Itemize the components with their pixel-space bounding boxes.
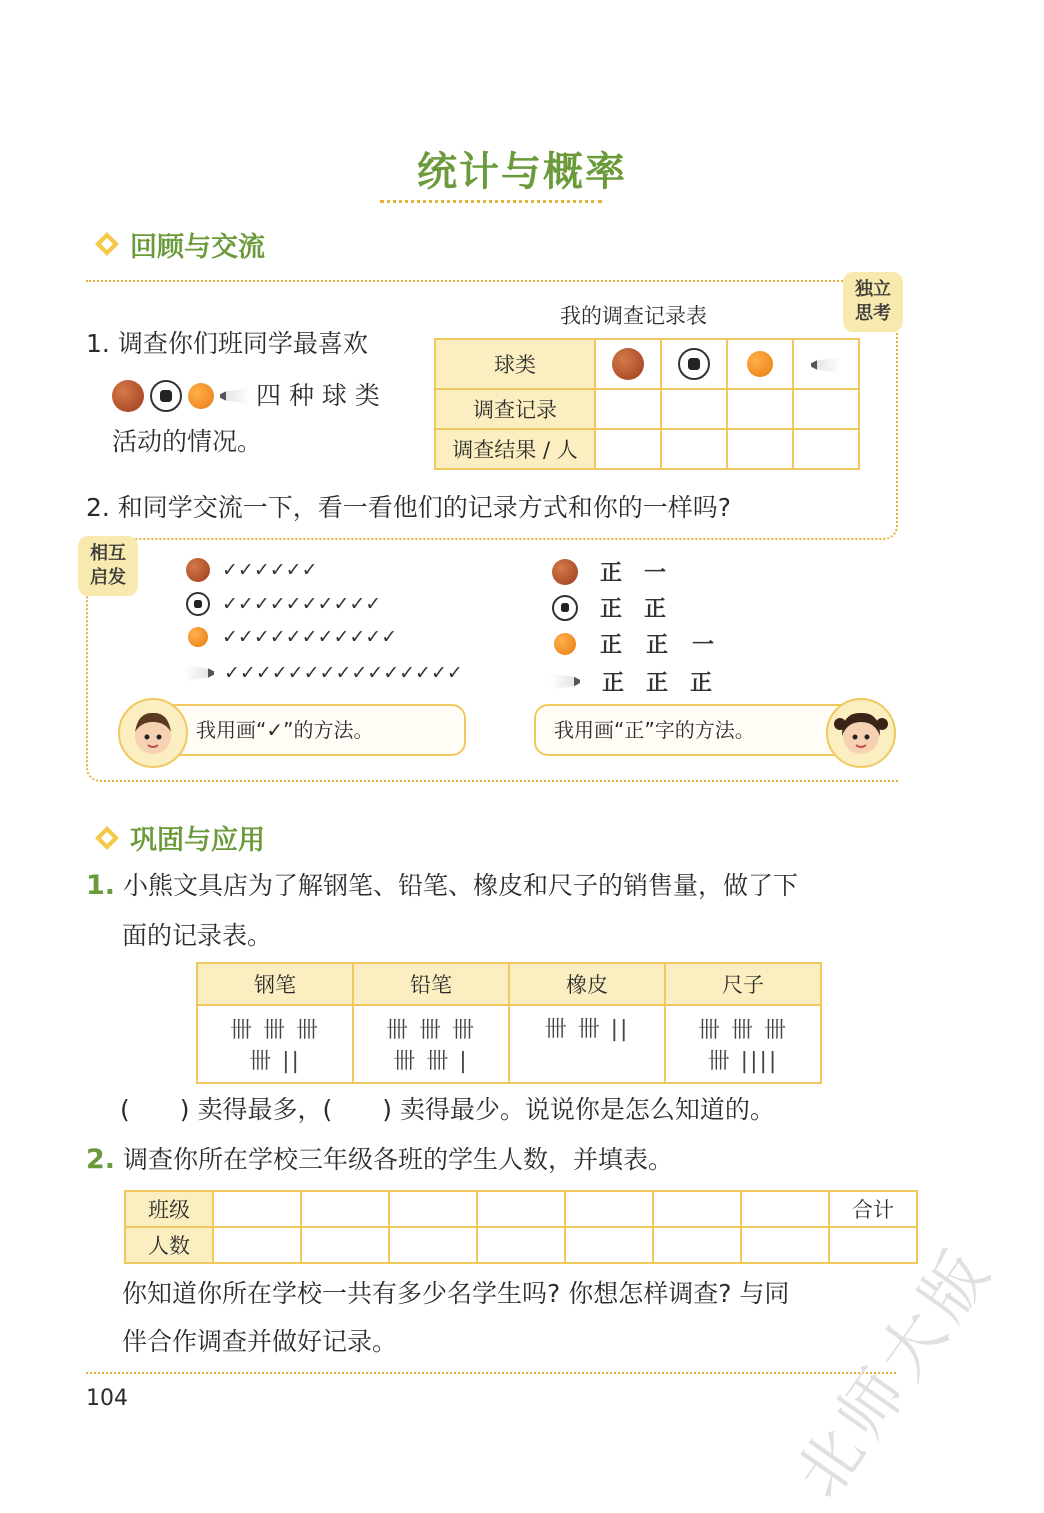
blank-cell[interactable]: [741, 1227, 829, 1263]
orange-ball-icon: [188, 627, 208, 647]
soccer-ball-icon: [552, 595, 578, 621]
check-marks: ✓✓✓✓✓✓: [222, 559, 318, 581]
question-1-line2: [112, 372, 380, 420]
exercise-1-answer: ( ) 卖得最多，( ) 卖得最少。说说你是怎么知道的。: [120, 1095, 775, 1124]
tally-cell: [509, 1005, 665, 1083]
survey-table-title: 我的调查记录表: [560, 304, 707, 328]
zheng-row-orange: [554, 628, 714, 659]
soccer-ball-icon: [150, 380, 182, 412]
girl-avatar: [826, 698, 896, 768]
blank-cell[interactable]: [301, 1191, 389, 1227]
zheng-mark: 一: [644, 561, 667, 586]
zheng-mark: 正: [690, 671, 713, 696]
tally-marks: 卌 ||: [249, 1049, 301, 1074]
speech-bubble-girl: 我用画“正”字的方法。: [534, 704, 854, 756]
table-header: 尺子: [665, 963, 821, 1005]
blank-cell[interactable]: [661, 389, 727, 429]
basketball-icon: [612, 348, 644, 380]
blank-cell[interactable]: [727, 429, 793, 469]
soccer-ball-icon: [678, 348, 710, 380]
exercise-1-line1: [86, 862, 798, 910]
question-number: 1.: [86, 329, 110, 358]
diamond-bullet-icon: [94, 825, 120, 851]
shuttlecock-icon: [220, 388, 250, 404]
tally-marks: 卌 卌 ||: [544, 1017, 630, 1042]
shuttlecock-icon: [184, 665, 214, 681]
blank-cell[interactable]: [565, 1227, 653, 1263]
soccer-ball-icon: [186, 592, 210, 616]
tally-cell: [197, 1005, 353, 1083]
zheng-mark: 正: [646, 633, 669, 658]
page-number: 104: [86, 1386, 128, 1411]
basketball-icon: [186, 558, 210, 582]
survey-record-table: [434, 338, 860, 470]
question-1-line3: 活动的情况。: [112, 427, 263, 456]
table-row-label: 调查记录: [435, 389, 595, 429]
basketball-icon: [112, 380, 144, 412]
zheng-mark: 正: [600, 561, 623, 586]
blank-cell[interactable]: [565, 1191, 653, 1227]
zheng-mark: 正: [646, 671, 669, 696]
tag-line-2: 启发: [90, 567, 126, 588]
blank-cell[interactable]: [389, 1227, 477, 1263]
table-row-label: 调查结果 / 人: [435, 429, 595, 469]
bottom-divider: [86, 1372, 896, 1374]
tag-line-1: 相互: [90, 543, 126, 564]
check-row-soccer: [186, 592, 381, 616]
blank-cell[interactable]: [477, 1191, 565, 1227]
tag-mutual-inspire: [78, 536, 138, 596]
blank-cell[interactable]: [793, 389, 859, 429]
section-heading-review: 回顾与交流: [130, 232, 265, 263]
blank-cell[interactable]: [793, 429, 859, 469]
blank-cell[interactable]: [213, 1191, 301, 1227]
check-row-orange: [188, 626, 397, 648]
blank-cell[interactable]: [595, 429, 661, 469]
zheng-row-soccer: [552, 592, 666, 623]
exercise-text: 小熊文具店为了解钢笔、铅笔、橡皮和尺子的销售量，做了下: [123, 871, 799, 900]
blank-cell[interactable]: [741, 1191, 829, 1227]
question-text: 调查你们班同学最喜欢: [117, 329, 368, 358]
publisher-watermark: 北师大版: [782, 1232, 1009, 1512]
page-title: 统计与概率: [417, 149, 627, 195]
orange-ball-icon: [554, 633, 576, 655]
blank-cell[interactable]: [389, 1191, 477, 1227]
orange-ball-icon: [747, 351, 773, 377]
check-row-basketball: [186, 558, 318, 582]
table-header: 钢笔: [197, 963, 353, 1005]
speech-bubble-boy: 我用画“✓”的方法。: [150, 704, 466, 756]
blank-cell[interactable]: [595, 389, 661, 429]
tally-cell: [353, 1005, 509, 1083]
zheng-mark: 正: [600, 633, 623, 658]
exercise-1-line2: 面的记录表。: [122, 921, 273, 950]
check-marks: ✓✓✓✓✓✓✓✓✓✓: [222, 593, 382, 615]
tag-line-1: 独立: [855, 279, 891, 300]
table-row-label: 班级: [125, 1191, 213, 1227]
diamond-bullet-icon: [94, 231, 120, 257]
title-underline: [380, 200, 602, 203]
tally-marks: 卌 卌 卌: [230, 1018, 320, 1043]
blank-cell[interactable]: [829, 1227, 917, 1263]
check-marks: ✓✓✓✓✓✓✓✓✓✓✓: [222, 626, 398, 648]
class-count-table: [124, 1190, 918, 1264]
tally-cell: [665, 1005, 821, 1083]
zheng-mark: 一: [692, 633, 715, 658]
blank-cell[interactable]: [653, 1191, 741, 1227]
question-text: 四 种 球 类: [256, 381, 380, 410]
exercise-2: [86, 1136, 673, 1184]
blank-cell[interactable]: [653, 1227, 741, 1263]
tally-marks: 卌 ||||: [707, 1049, 779, 1074]
blank-cell[interactable]: [301, 1227, 389, 1263]
zheng-mark: 正: [600, 597, 623, 622]
blank-cell[interactable]: [213, 1227, 301, 1263]
shuttlecock-icon: [811, 357, 841, 373]
exercise-number: 2.: [86, 1144, 116, 1175]
check-row-shuttlecock: [184, 662, 463, 684]
tally-marks: 卌 卌 卌: [386, 1018, 476, 1043]
zheng-mark: 正: [644, 597, 667, 622]
table-row-label: 球类: [435, 339, 595, 389]
table-header: 铅笔: [353, 963, 509, 1005]
check-marks: ✓✓✓✓✓✓✓✓✓✓✓✓✓✓✓: [224, 662, 463, 684]
zheng-row-basketball: [552, 556, 666, 587]
shuttlecock-icon: [550, 674, 580, 690]
tally-marks: 卌 卌 |: [393, 1049, 469, 1074]
section-heading-apply: 巩固与应用: [130, 825, 265, 856]
sales-tally-table: [196, 962, 822, 1084]
exercise-number: 1.: [86, 870, 116, 901]
boy-avatar: [118, 698, 188, 768]
basketball-icon: [552, 559, 578, 585]
tag-independent-think: [843, 272, 903, 332]
question-1-line1: [86, 320, 368, 368]
exercise-text: 调查你所在学校三年级各班的学生人数，并填表。: [123, 1145, 674, 1174]
tag-line-2: 思考: [855, 303, 891, 324]
zheng-mark: 正: [602, 671, 625, 696]
table-header: 橡皮: [509, 963, 665, 1005]
blank-cell[interactable]: [477, 1227, 565, 1263]
total-label: 合计: [829, 1191, 917, 1227]
blank-cell[interactable]: [661, 429, 727, 469]
tally-marks: 卌 卌 卌: [698, 1018, 788, 1043]
zheng-row-shuttlecock: [550, 666, 712, 697]
blank-cell[interactable]: [727, 389, 793, 429]
table-row-label: 人数: [125, 1227, 213, 1263]
question-2: 2. 和同学交流一下，看一看他们的记录方式和你的一样吗?: [86, 493, 732, 522]
orange-ball-icon: [188, 383, 214, 409]
exercise-2-follow-line2: 伴合作调查并做好记录。: [122, 1327, 398, 1356]
exercise-2-follow-line1: 你知道你所在学校一共有多少名学生吗? 你想怎样调查? 与同: [122, 1279, 790, 1308]
